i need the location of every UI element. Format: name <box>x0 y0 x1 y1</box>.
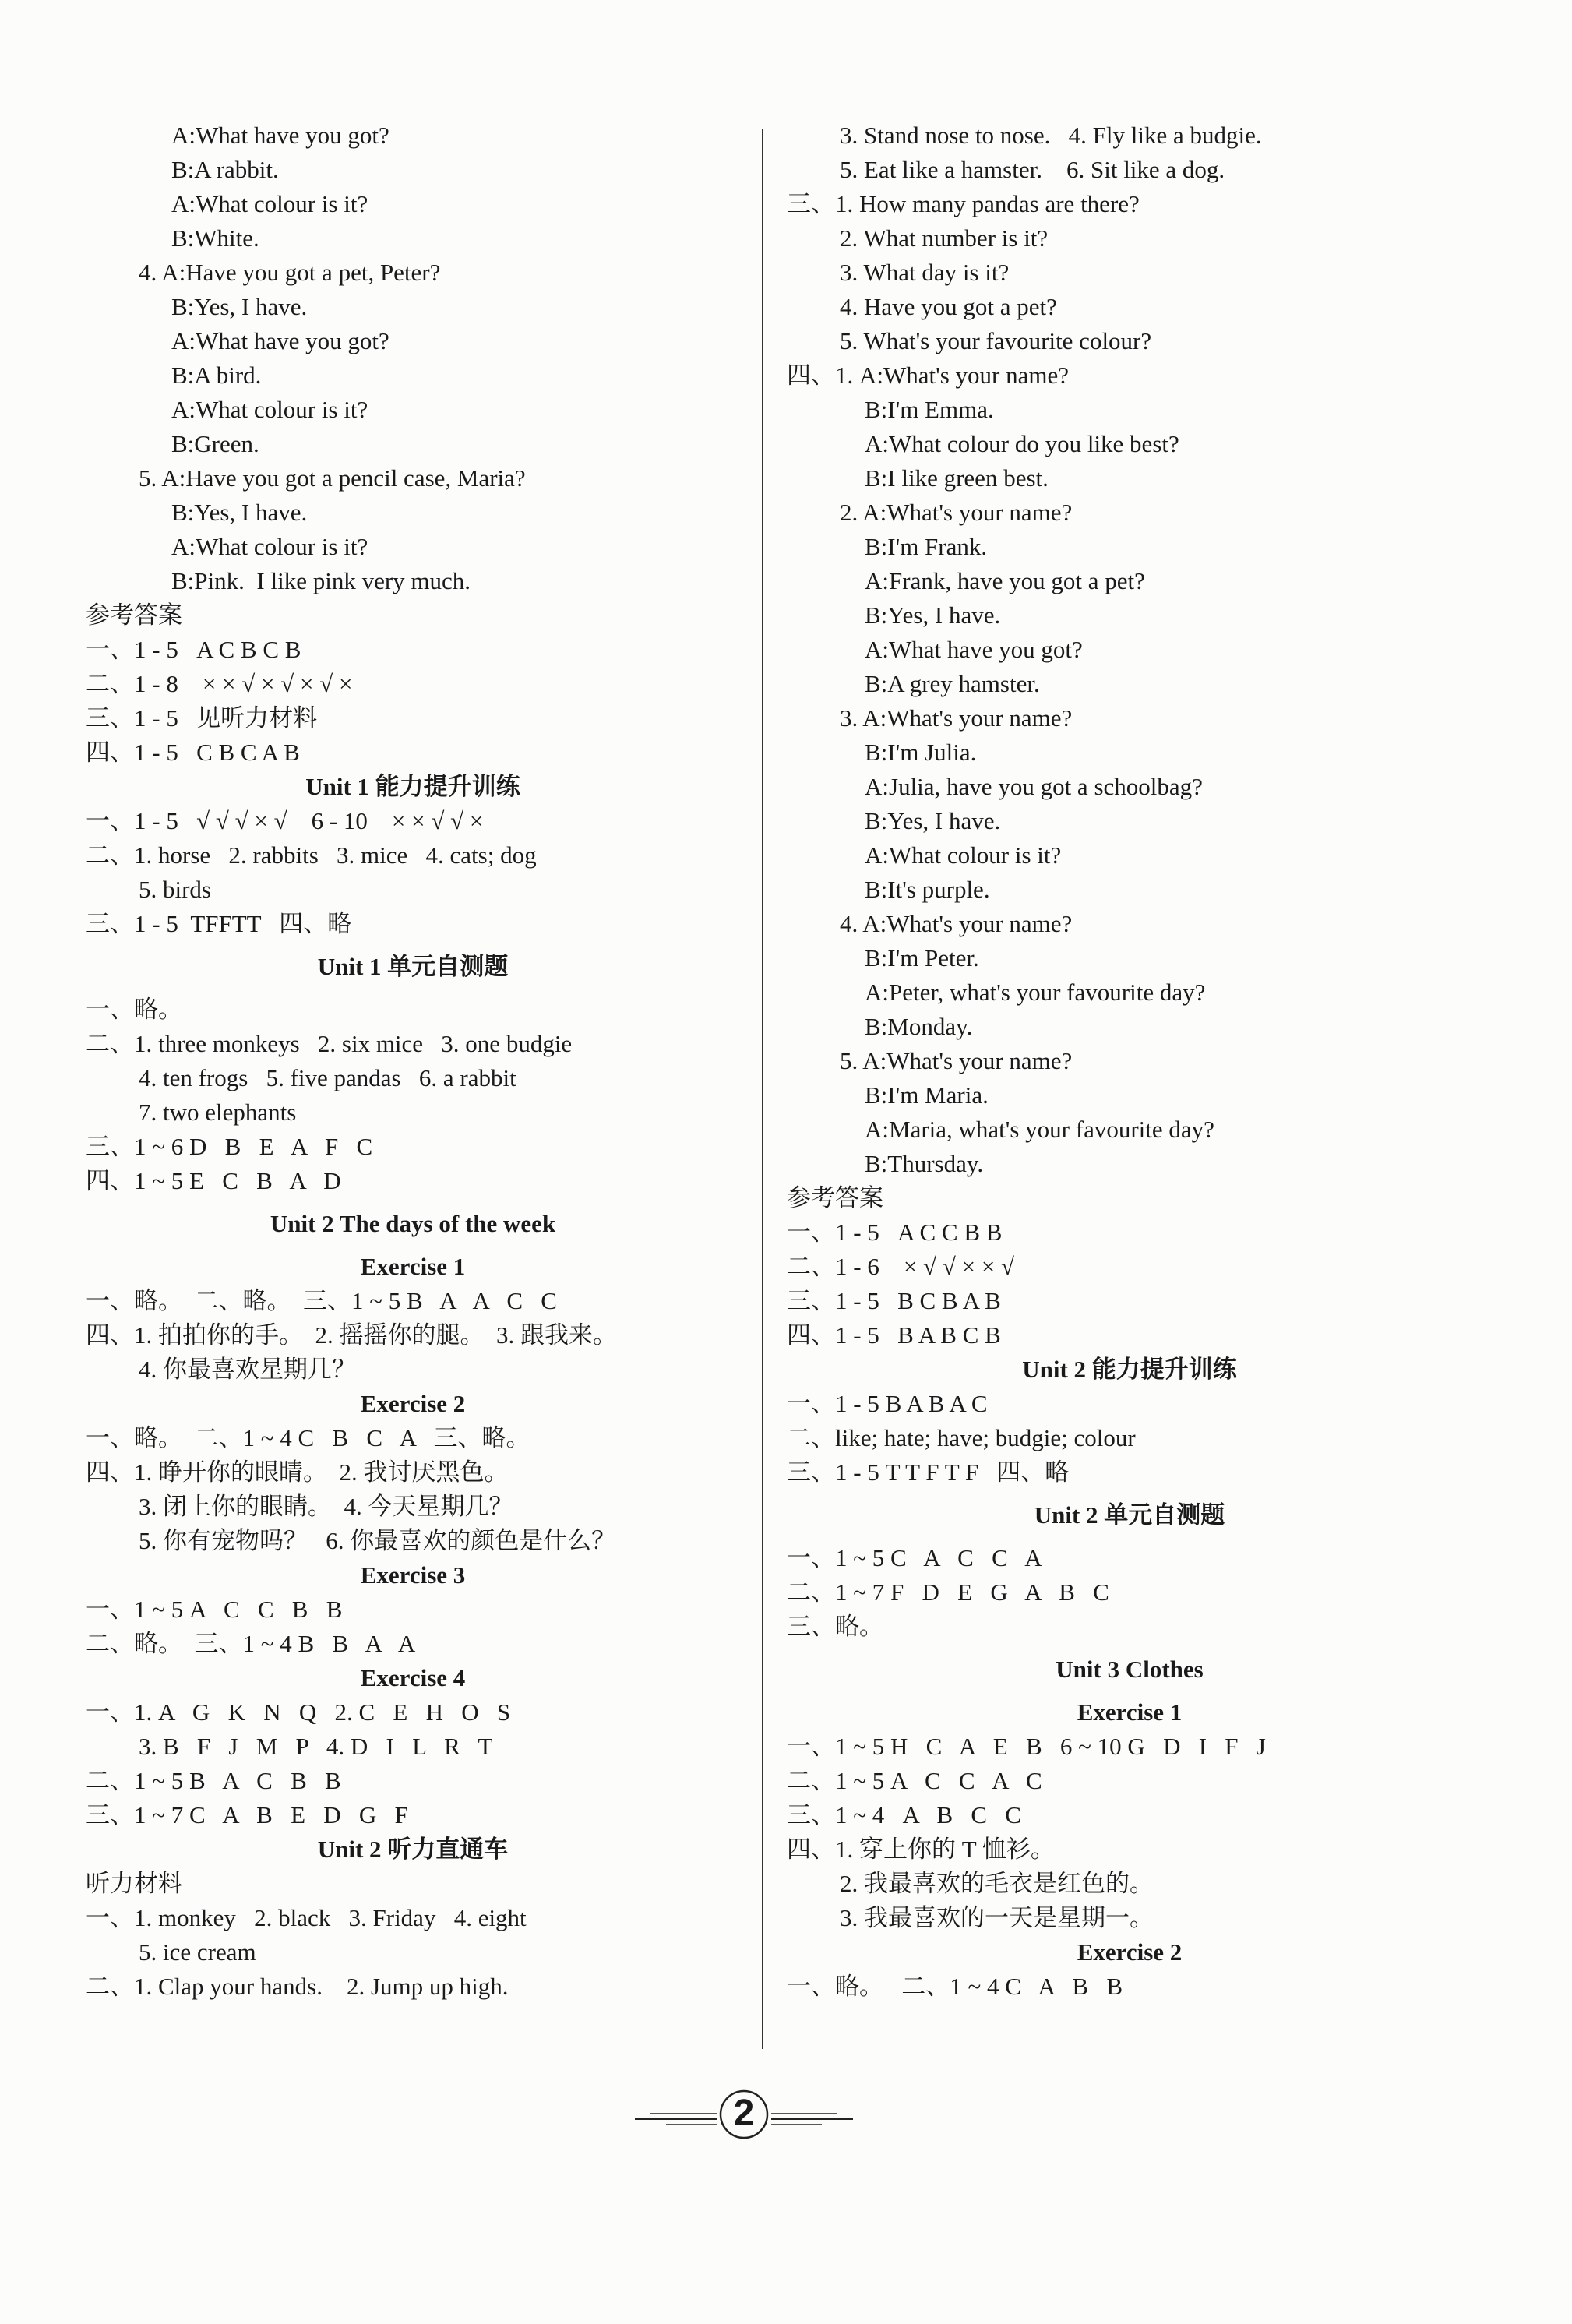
text-line: A:What have you got? <box>171 327 389 354</box>
text-line: A:What colour is it? <box>171 533 368 560</box>
text-line: B:Yes, I have. <box>171 499 308 526</box>
text-line: 4. A:Have you got a pet, Peter? <box>139 259 441 286</box>
text-line: 一、略。 二、略。 三、1 ~ 5 B A A C C <box>86 1287 557 1314</box>
text-line: 三、1 ~ 4 A B C C <box>787 1801 1021 1829</box>
text-line: A:What have you got? <box>171 122 389 149</box>
text-line: A:Julia, have you got a schoolbag? <box>865 773 1203 800</box>
text-line: 5. What's your favourite colour? <box>840 327 1152 354</box>
text-line: B:A bird. <box>171 361 262 389</box>
text-line: A:Peter, what's your favourite day? <box>865 979 1206 1006</box>
text-line: 7. two elephants <box>139 1099 297 1126</box>
text-line: B:I'm Maria. <box>865 1081 989 1109</box>
text-line: 一、1 - 5 A C C B B <box>787 1218 1003 1246</box>
text-line: 5. A:Have you got a pencil case, Maria? <box>139 464 526 492</box>
section-heading: Exercise 4 <box>360 1664 466 1691</box>
section-heading: Unit 2 能力提升训练 <box>1022 1356 1237 1383</box>
text-line: 二、1 ~ 5 B A C B B <box>86 1767 341 1794</box>
text-line: 四、1 - 5 C B C A B <box>86 739 300 766</box>
text-line: B:A grey hamster. <box>865 670 1040 697</box>
text-line: B:Pink. I like pink very much. <box>171 567 471 594</box>
text-line: 3. B F J M P 4. D I L R T <box>139 1733 493 1760</box>
unit-heading: Unit 2 The days of the week <box>270 1210 556 1237</box>
text-line: 三、1 ~ 6 D B E A F C <box>86 1133 373 1160</box>
text-line: B:I'm Julia. <box>865 739 977 766</box>
text-line: 3. Stand nose to nose. 4. Fly like a budgie. <box>840 122 1262 149</box>
text-line: A:What colour is it? <box>865 841 1062 869</box>
right-column <box>787 118 1472 2004</box>
text-line: 5. A:What's your name? <box>840 1047 1073 1074</box>
text-line: A:What colour do you like best? <box>865 430 1179 457</box>
text-line: 一、1 ~ 5 H C A E B 6 ~ 10 G D I F J <box>787 1733 1266 1760</box>
unit-heading: Unit 2 单元自测题 <box>1034 1501 1225 1529</box>
text-line: 二、1. three monkeys 2. six mice 3. one budgie <box>86 1030 573 1057</box>
text-line: 一、略。 <box>86 996 182 1023</box>
text-line: 3. 我最喜欢的一天是星期一。 <box>840 1904 1154 1931</box>
text-line: 一、1. A G K N Q 2. C E H O S <box>86 1698 511 1726</box>
unit-heading: Unit 1 单元自测题 <box>317 953 509 980</box>
text-line: 三、略。 <box>787 1613 883 1640</box>
text-line: 二、1 - 6 × √ √ × × √ <box>787 1253 1015 1280</box>
text-line: B:Green. <box>171 430 259 457</box>
text-line: 5. ice cream <box>139 1938 256 1966</box>
text-line: 三、1 ~ 7 C A B E D G F <box>86 1801 408 1829</box>
text-line: 一、1 - 5 A C B C B <box>86 636 301 663</box>
section-heading: Exercise 1 <box>1077 1698 1183 1726</box>
text-line: 4. 你最喜欢星期几？ <box>139 1356 356 1383</box>
text-line: B:I'm Frank. <box>865 533 988 560</box>
text-line: 二、1 ~ 7 F D E G A B C <box>787 1578 1109 1606</box>
unit-heading: Unit 3 Clothes <box>1056 1656 1204 1683</box>
text-line: 一、1 - 5 √ √ √ × √ 6 - 10 × × √ √ × <box>86 807 484 834</box>
text-line: A:What colour is it? <box>171 396 368 423</box>
text-line: 一、1 ~ 5 A C C B B <box>86 1596 343 1623</box>
text-line: 参考答案 <box>86 601 182 629</box>
text-line: A:What colour is it? <box>171 190 368 217</box>
text-line: 四、1 - 5 B A B C B <box>787 1321 1001 1349</box>
text-line: B:Yes, I have. <box>865 807 1001 834</box>
text-line: B:I'm Peter. <box>865 944 979 972</box>
text-line: 5. 你有宠物吗？ 6. 你最喜欢的颜色是什么？ <box>139 1527 616 1554</box>
text-line: B:It's purple. <box>865 876 990 903</box>
text-line: 4. Have you got a pet? <box>840 293 1057 320</box>
text-line: 一、1. monkey 2. black 3. Friday 4. eight <box>86 1904 527 1931</box>
section-heading: Exercise 2 <box>360 1390 466 1417</box>
text-line: 4. A:What's your name? <box>840 910 1073 937</box>
text-line: 3. A:What's your name? <box>840 704 1073 732</box>
text-line: 一、略。 二、1 ~ 4 C A B B <box>787 1973 1123 2000</box>
text-line: A:What have you got? <box>865 636 1083 663</box>
text-line: B:Thursday. <box>865 1150 984 1177</box>
text-line: 2. A:What's your name? <box>840 499 1073 526</box>
text-line: 一、略。 二、1 ~ 4 C B C A 三、略。 <box>86 1424 530 1451</box>
text-line: B:I like green best. <box>865 464 1049 492</box>
text-line: B:Yes, I have. <box>865 601 1001 629</box>
text-line: A:Frank, have you got a pet? <box>865 567 1145 594</box>
section-heading: Exercise 2 <box>1077 1938 1183 1966</box>
column-divider <box>762 129 763 2049</box>
text-line: 四、1. 穿上你的 T 恤衫。 <box>787 1836 1055 1863</box>
text-line: 3. 闭上你的眼睛。 4. 今天星期几？ <box>139 1493 513 1520</box>
text-line: A:Maria, what's your favourite day? <box>865 1116 1214 1143</box>
section-heading: Unit 2 听力直通车 <box>317 1836 509 1863</box>
text-line: 一、1 - 5 B A B A C <box>787 1390 988 1417</box>
text-line: 二、略。 三、1 ~ 4 B B A A <box>86 1630 416 1657</box>
text-line: 三、1 - 5 TFFTT 四、略 <box>86 910 352 937</box>
text-line: B:Yes, I have. <box>171 293 308 320</box>
text-line: 4. ten frogs 5. five pandas 6. a rabbit <box>139 1064 516 1091</box>
text-line: B:A rabbit. <box>171 156 279 183</box>
text-line: B:White. <box>171 224 259 252</box>
section-heading: Exercise 3 <box>360 1561 466 1589</box>
text-line: 2. 我最喜欢的毛衣是红色的。 <box>840 1870 1154 1897</box>
text-line: B:Monday. <box>865 1013 973 1040</box>
text-line: 5. birds <box>139 876 211 903</box>
text-line: 二、1 - 8 × × √ × √ × √ × <box>86 670 353 697</box>
section-heading: Unit 1 能力提升训练 <box>305 773 520 800</box>
text-line: 听力材料 <box>86 1870 182 1897</box>
text-line: 三、1 - 5 见听力材料 <box>86 704 318 732</box>
left-column <box>86 118 740 2004</box>
text-line: 二、1. Clap your hands. 2. Jump up high. <box>86 1973 509 2000</box>
text-line: 二、1. horse 2. rabbits 3. mice 4. cats; dog <box>86 841 537 869</box>
text-line: 四、1 ~ 5 E C B A D <box>86 1167 341 1194</box>
text-line: 四、1. 拍拍你的手。 2. 摇摇你的腿。 3. 跟我来。 <box>86 1321 617 1349</box>
text-line: B:I'm Emma. <box>865 396 994 423</box>
text-line: 参考答案 <box>787 1184 883 1211</box>
text-line: 一、1 ~ 5 C A C C A <box>787 1544 1042 1571</box>
text-line: 三、1. How many pandas are there? <box>787 190 1140 217</box>
text-line: 四、1. 睁开你的眼睛。 2. 我讨厌黑色。 <box>86 1458 509 1486</box>
page-number: 2 <box>733 2093 755 2134</box>
text-line: 二、1 ~ 5 A C C A C <box>787 1767 1042 1794</box>
text-line: 三、1 - 5 B C B A B <box>787 1287 1001 1314</box>
text-line: 3. What day is it? <box>840 259 1010 286</box>
text-line: 2. What number is it? <box>840 224 1049 252</box>
text-line: 三、1 - 5 T T F T F 四、略 <box>787 1458 1070 1486</box>
text-line: 四、1. A:What's your name? <box>787 361 1069 389</box>
text-line: 二、like; hate; have; budgie; colour <box>787 1424 1136 1451</box>
text-line: 5. Eat like a hamster. 6. Sit like a dog. <box>840 156 1225 183</box>
page-number-ornament <box>635 2088 853 2142</box>
section-heading: Exercise 1 <box>360 1253 466 1280</box>
